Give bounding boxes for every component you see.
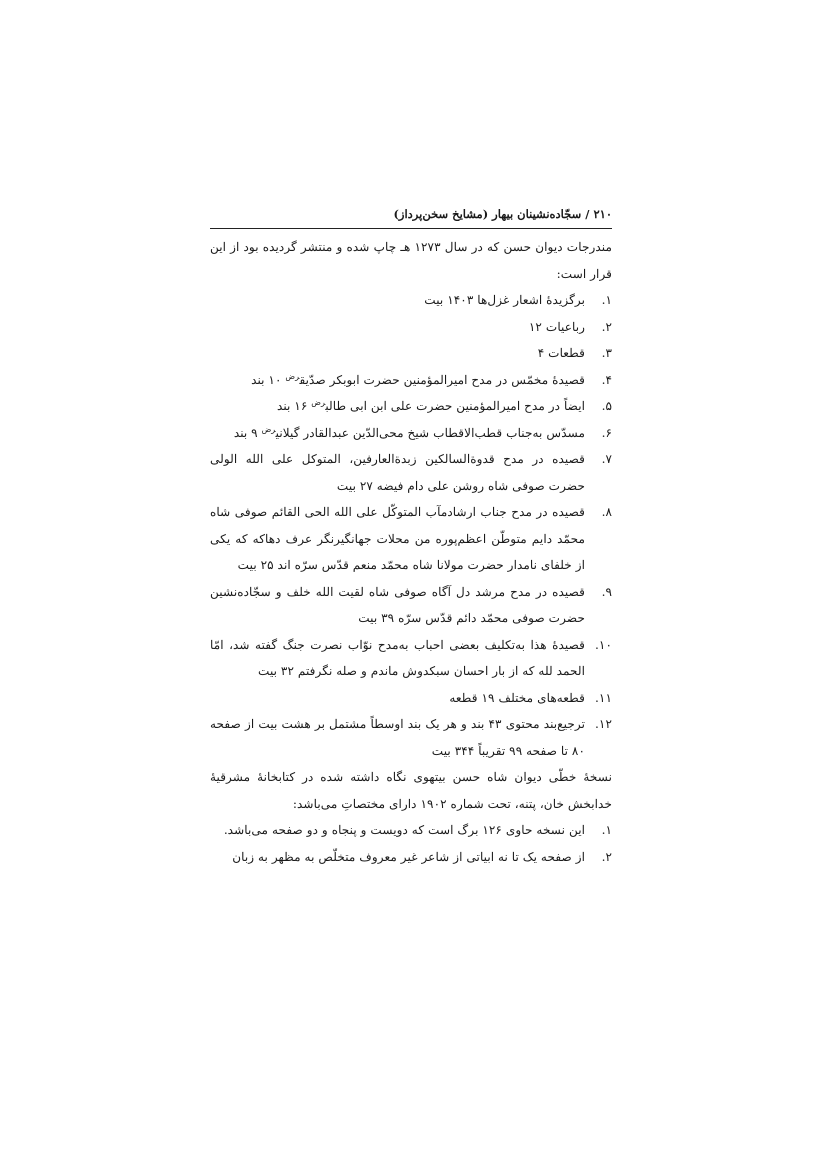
list-item <box>210 287 612 314</box>
list-item-count: ۱۰ بند <box>251 372 286 387</box>
intro-paragraph: مندرجات دیوان حسن که در سال ۱۲۷۳ هـ چاپ شده و منتشر گردیده بود از این قرار است: <box>210 240 612 281</box>
list-item-number: ۱۲. <box>595 717 612 731</box>
list-item-number: ۱. <box>601 823 612 837</box>
page-body <box>210 234 612 870</box>
list-item-text: قصیدۀ هذا به‌تکلیف بعضی احباب به‌مدح نوّاب نصرت جنگ گفته شد، امّا الحمد لله که از بار احسان سبکدوش ماندم و صله نگرفتم ۳۲ بیت <box>210 637 585 678</box>
list-item-number: ۱۰. <box>595 637 612 652</box>
header-title: سجّاده‌نشینان بیهار (مشایخ سخن‌پرداز) <box>393 207 582 221</box>
list-item-number: ۲. <box>601 319 612 334</box>
list-item-number: ۷. <box>601 452 612 466</box>
list-item-number: ۵. <box>601 399 612 413</box>
list-item-text: ترجیع‌بند محتوی ۴۳ بند و هر یک بند اوسطاً مشتمل بر هشت بیت از صفحه ۸۰ تا صفحه ۹۹ تقریباً ۳۴۴ بیت <box>210 717 585 758</box>
list-item-text: قصیده در مدح مرشد دل آگاه صوفی شاه لقیت الله خلف و سجّاده‌نشین حضرت صوفی محمّد دائم قدّس سرّه ۳۹ بیت <box>210 584 585 625</box>
list-item <box>210 314 612 341</box>
list-item-number: ۱۱. <box>595 690 612 705</box>
list-item <box>210 817 612 844</box>
list-item-text: مسدّس به‌جناب قطب‌الاقطاب شیخ محی‌الدّین عبدالقادر گیلانی <box>275 425 585 440</box>
list-item-text: قطعه‌های مختلف ۱۹ قطعه <box>449 690 585 705</box>
header-separator: / <box>585 207 590 221</box>
honorific-superscript: رض <box>261 424 276 434</box>
list-item-text: قطعات ۴ <box>537 346 585 360</box>
contents-list <box>210 287 612 764</box>
honorific-superscript: رض <box>311 397 326 407</box>
list-item <box>210 393 612 420</box>
manuscript-features-list <box>210 817 612 870</box>
document-page <box>210 200 612 900</box>
list-item <box>210 446 612 499</box>
list-item <box>210 367 612 394</box>
list-item <box>210 499 612 579</box>
list-item-number: ۶. <box>601 425 612 440</box>
list-item-number: ۸. <box>601 505 612 519</box>
list-item-text: قصیدۀ مخمّس در مدح امیرالمؤمنین حضرت ابوبکر صدّیق <box>299 372 585 387</box>
list-item-text: این نسخه حاوی ۱۲۶ برگ است که دویست و پنجاه و دو صفحه می‌باشد. <box>223 823 585 837</box>
list-item <box>210 420 612 447</box>
list-item <box>210 711 612 764</box>
honorific-superscript: رض <box>285 371 300 381</box>
list-item <box>210 632 612 685</box>
list-item <box>210 685 612 712</box>
list-item-text: برگزیدۀ اشعار غزل‌ها ۱۴۰۳ بیت <box>424 293 585 307</box>
list-item-text: رباعیات ۱۲ <box>528 319 585 334</box>
list-item-number: ۳. <box>601 346 612 360</box>
manuscript-paragraph: نسخۀ خطّی دیوان شاه حسن بیتهوی نگاه داشته شده در کتابخانۀ مشرقیۀ خدابخش خان، پتنه، تحت شماره ۱۹۰۲ دارای مختصاتِ می‌باشد: <box>210 770 612 811</box>
list-item-text: قصیده در مدح جناب ارشادمآب المتوکّل علی الله الحی القائم صوفی شاه محمّد دایم متوطّن اعظم‌پوره من محلات جهانگیرنگر عرف دهاکه که یکی از خلفای نامدار حضرت مولانا شاه محمّد منعم قدّس سرّه اند ۲۵ بیت <box>210 505 585 572</box>
list-item-count: ۱۶ بند <box>276 399 312 413</box>
list-item-text: ایضاً در مدح امیرالمؤمنین حضرت علی ابن ابی طالب <box>325 399 585 413</box>
list-item <box>210 844 612 871</box>
list-item-text: از صفحه یک تا نه ابیاتی از شاعر غیر معروف متخلّص به مظهر به زبان <box>232 849 585 864</box>
list-item <box>210 340 612 367</box>
list-item-number: ۱. <box>601 293 612 307</box>
list-item-number: ۲. <box>601 849 612 864</box>
list-item-count: ۹ بند <box>233 425 262 440</box>
list-item <box>210 579 612 632</box>
list-item-number: ۴. <box>601 372 612 387</box>
list-item-text: قصیده در مدح قدوة‌السالکین زبدة‌العارفین، المتوکل علی الله الولی حضرت صوفی شاه روشن علی دام فیضه ۲۷ بیت <box>210 452 585 493</box>
page-number: ۲۱۰ <box>593 207 612 221</box>
running-header <box>210 200 612 229</box>
list-item-number: ۹. <box>601 584 612 599</box>
